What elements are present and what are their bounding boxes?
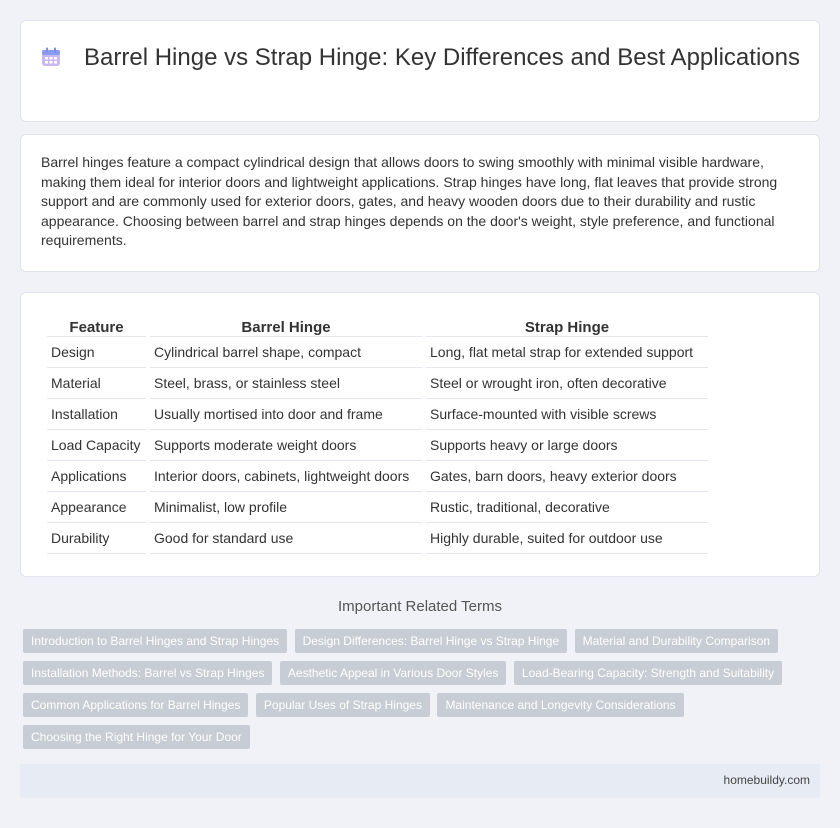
related-term-tag[interactable]: Aesthetic Appeal in Various Door Styles xyxy=(280,661,507,685)
related-term-tag[interactable]: Introduction to Barrel Hinges and Strap Hinges xyxy=(23,629,287,653)
related-term-tag[interactable]: Material and Durability Comparison xyxy=(575,629,778,653)
table-row xyxy=(47,368,708,399)
page-title: Barrel Hinge vs Strap Hinge: Key Differences and Best Applications xyxy=(84,44,800,71)
related-term-tag[interactable]: Maintenance and Longevity Considerations xyxy=(437,693,683,717)
table-row xyxy=(47,337,708,368)
barrel-hinge-cell: Steel, brass, or stainless steel xyxy=(150,368,422,399)
related-term-tag[interactable]: Load-Bearing Capacity: Strength and Suitability xyxy=(514,661,782,685)
page-title-wrap xyxy=(21,43,819,72)
table-row xyxy=(47,523,708,554)
related-term-tag[interactable]: Installation Methods: Barrel vs Strap Hinges xyxy=(23,661,272,685)
footer-site-name[interactable]: homebuildy.com xyxy=(723,773,810,787)
footer xyxy=(20,764,820,798)
summary-text: Barrel hinges feature a compact cylindrical design that allows doors to swing smoothly with minimal visible hardware, making them ideal for interior doors and lightweight applications. Strap hinges have long, flat leaves that provide strong support and are commonly used for exterior doors, gates, and heavy wooden doors due to their durability and rustic appearance. Choosing between barrel and strap hinges depends on the door's weight, style preference, and functional requirements. xyxy=(41,154,778,248)
strap-hinge-cell: Rustic, traditional, decorative xyxy=(426,492,708,523)
strap-hinge-cell: Supports heavy or large doors xyxy=(426,430,708,461)
comparison-table-card xyxy=(20,292,820,577)
related-terms-heading: Important Related Terms xyxy=(338,598,502,615)
strap-hinge-cell: Long, flat metal strap for extended support xyxy=(426,337,708,368)
table-row xyxy=(47,399,708,430)
feature-cell: Appearance xyxy=(47,492,146,523)
related-term-tag[interactable]: Design Differences: Barrel Hinge vs Strap Hinge xyxy=(295,629,568,653)
strap-hinge-cell: Surface-mounted with visible screws xyxy=(426,399,708,430)
related-terms-list xyxy=(23,629,813,757)
barrel-hinge-cell: Minimalist, low profile xyxy=(150,492,422,523)
related-term-tag[interactable]: Choosing the Right Hinge for Your Door xyxy=(23,725,250,749)
column-header-strap-hinge: Strap Hinge xyxy=(426,314,708,337)
header-card xyxy=(20,20,820,122)
table-header-row xyxy=(47,314,708,337)
calendar-icon xyxy=(40,46,62,68)
feature-cell: Durability xyxy=(47,523,146,554)
table-row xyxy=(47,492,708,523)
barrel-hinge-cell: Interior doors, cabinets, lightweight doors xyxy=(150,461,422,492)
column-header-barrel-hinge: Barrel Hinge xyxy=(150,314,422,337)
strap-hinge-cell: Gates, barn doors, heavy exterior doors xyxy=(426,461,708,492)
table-row xyxy=(47,461,708,492)
table-row xyxy=(47,430,708,461)
comparison-table xyxy=(43,314,712,554)
feature-cell: Installation xyxy=(47,399,146,430)
barrel-hinge-cell: Supports moderate weight doors xyxy=(150,430,422,461)
feature-cell: Design xyxy=(47,337,146,368)
strap-hinge-cell: Highly durable, suited for outdoor use xyxy=(426,523,708,554)
feature-cell: Material xyxy=(47,368,146,399)
column-header-feature: Feature xyxy=(47,314,146,337)
feature-cell: Load Capacity xyxy=(47,430,146,461)
related-term-tag[interactable]: Common Applications for Barrel Hinges xyxy=(23,693,248,717)
strap-hinge-cell: Steel or wrought iron, often decorative xyxy=(426,368,708,399)
summary-card xyxy=(20,134,820,272)
related-term-tag[interactable]: Popular Uses of Strap Hinges xyxy=(256,693,430,717)
barrel-hinge-cell: Usually mortised into door and frame xyxy=(150,399,422,430)
barrel-hinge-cell: Good for standard use xyxy=(150,523,422,554)
feature-cell: Applications xyxy=(47,461,146,492)
barrel-hinge-cell: Cylindrical barrel shape, compact xyxy=(150,337,422,368)
